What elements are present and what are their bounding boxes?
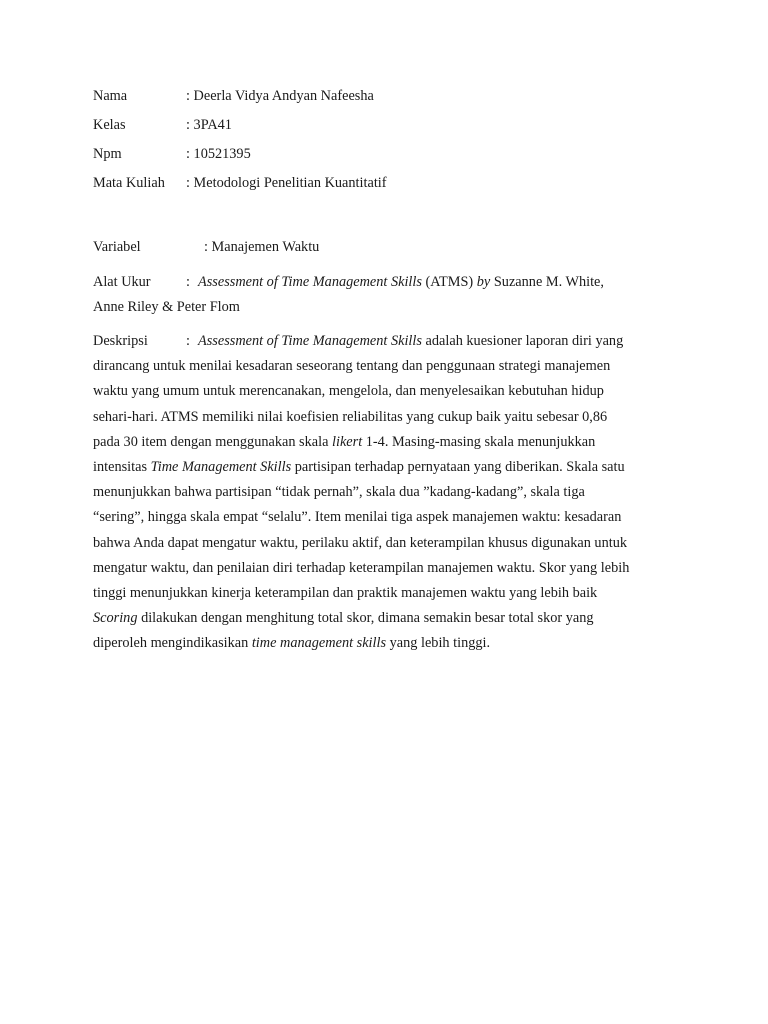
deskripsi-italic: Time Management Skills xyxy=(150,458,292,475)
deskripsi-text: adalah kuesioner laporan diri yang xyxy=(425,333,624,349)
alat-ukur-line-2 xyxy=(93,295,675,320)
deskripsi-text: sehari-hari. ATMS memiliki nilai koefisien reliabilitas yang cukup baik yaitu sebesar 0,86 xyxy=(93,408,608,425)
identity-label: Kelas xyxy=(93,117,126,133)
variabel-value: : Manajemen Waktu xyxy=(204,239,320,255)
identity-value: : Deerla Vidya Andyan Nafeesha xyxy=(186,88,374,104)
alat-ukur-by: by xyxy=(476,274,491,290)
deskripsi-line xyxy=(93,430,675,455)
identity-value: : Metodologi Penelitian Kuantitatif xyxy=(186,175,387,191)
deskripsi-italic: Scoring xyxy=(93,610,138,627)
alat-ukur-authors-2: Anne Riley & Peter Flom xyxy=(93,299,240,316)
deskripsi-line xyxy=(93,505,675,530)
deskripsi-text: waktu yang umum untuk merencanakan, mengelola, dan menyelesaikan kebutuhan hidup xyxy=(93,383,604,400)
deskripsi-colon: : xyxy=(186,333,190,349)
identity-label: Nama xyxy=(93,88,128,104)
deskripsi-text: yang lebih tinggi. xyxy=(389,635,491,652)
deskripsi-text: menunjukkan bahwa partisipan “tidak pernah”, skala dua ”kadang-kadang”, skala tiga xyxy=(93,484,585,501)
alat-ukur-abbr: (ATMS) xyxy=(425,274,474,290)
deskripsi-text: 1-4. Masing-masing skala menunjukkan xyxy=(365,433,596,450)
deskripsi-text: mengatur waktu, dan penilaian diri terhadap keterampilan manajemen waktu. Skor yang lebih xyxy=(93,559,630,576)
deskripsi-line xyxy=(93,455,675,480)
variabel-label: Variabel xyxy=(93,239,141,255)
alat-ukur-title: Assessment of Time Management Skills xyxy=(197,274,422,290)
deskripsi-text: diperoleh mengindikasikan xyxy=(93,635,249,652)
deskripsi-text: dilakukan dengan menghitung total skor, dimana semakin besar total skor yang xyxy=(141,610,594,627)
deskripsi-line xyxy=(93,581,675,606)
alat-ukur-colon: : xyxy=(186,274,190,290)
deskripsi-text: intensitas xyxy=(93,458,148,475)
deskripsi-text: pada 30 item dengan menggunakan skala xyxy=(93,433,329,450)
identity-value: : 10521395 xyxy=(186,146,251,162)
deskripsi-text: dirancang untuk menilai kesadaran seseorang tentang dan penggunaan strategi manajemen xyxy=(93,358,611,375)
deskripsi-line xyxy=(93,556,675,581)
deskripsi-text: bahwa Anda dapat mengatur waktu, perilaku aktif, dan keterampilan khusus digunakan untuk xyxy=(93,534,627,551)
identity-value: : 3PA41 xyxy=(186,117,232,133)
deskripsi-line xyxy=(93,531,675,556)
deskripsi-line xyxy=(93,379,675,404)
deskripsi-line xyxy=(93,606,675,631)
deskripsi-title: Assessment of Time Management Skills xyxy=(197,333,422,349)
deskripsi-text: partisipan terhadap pernyataan yang diberikan. Skala satu xyxy=(294,458,625,475)
alat-ukur-authors-1: Suzanne M. White, xyxy=(493,274,604,290)
alat-ukur-block xyxy=(93,270,675,320)
alat-ukur-label: Alat Ukur xyxy=(93,274,151,290)
deskripsi-text: tinggi menunjukkan kinerja keterampilan dan praktik manajemen waktu yang lebih baik xyxy=(93,584,598,601)
deskripsi-line xyxy=(93,480,675,505)
deskripsi-block xyxy=(93,329,675,656)
alat-ukur-line-1 xyxy=(93,270,675,295)
deskripsi-italic: time management skills xyxy=(251,635,387,652)
deskripsi-line xyxy=(93,354,675,379)
deskripsi-line xyxy=(93,329,675,354)
deskripsi-label: Deskripsi xyxy=(93,333,148,349)
deskripsi-text: “sering”, hingga skala empat “selalu”. Item menilai tiga aspek manajemen waktu: kesadaran xyxy=(93,509,622,526)
deskripsi-italic: likert xyxy=(332,433,363,450)
identity-label: Npm xyxy=(93,146,122,162)
identity-label: Mata Kuliah xyxy=(93,175,165,191)
deskripsi-line xyxy=(93,631,675,656)
deskripsi-line xyxy=(93,405,675,430)
